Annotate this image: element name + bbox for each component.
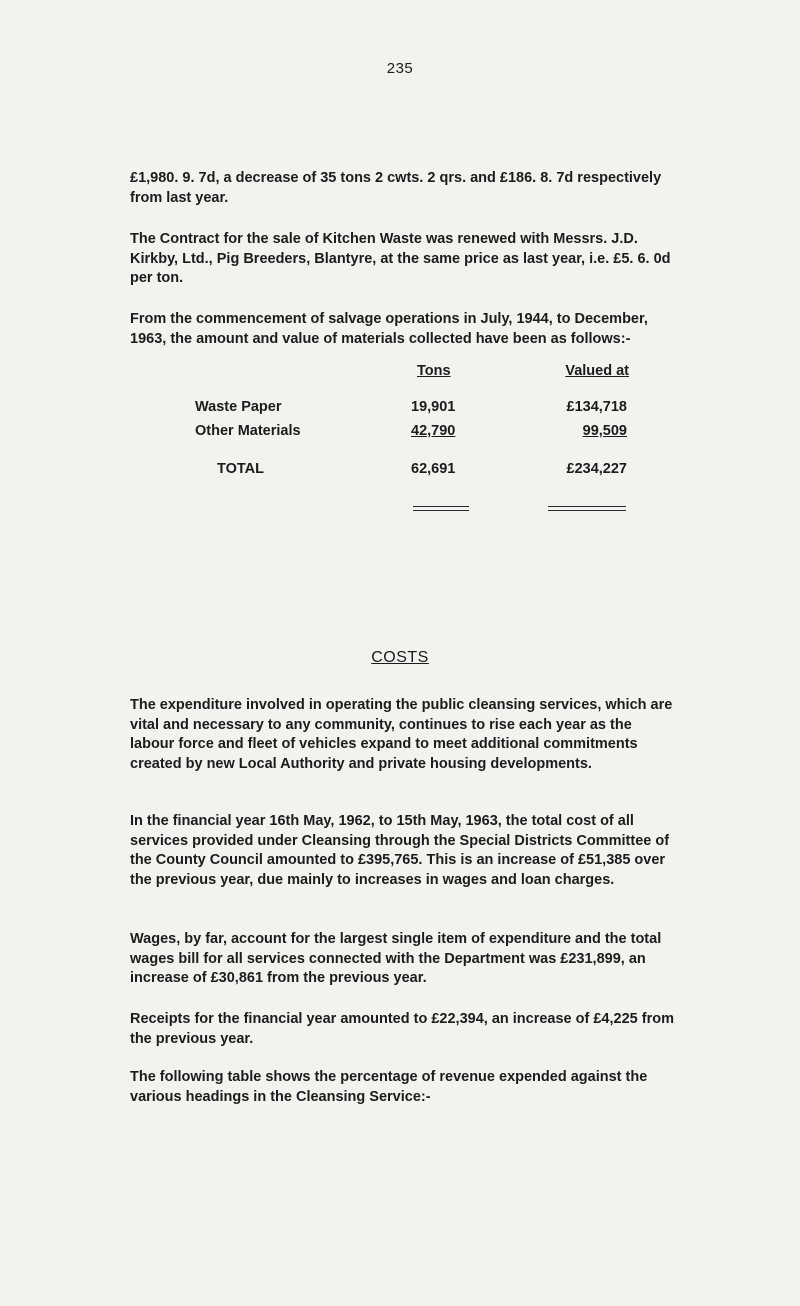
row-tons: 19,901: [411, 399, 456, 415]
row-label: Waste Paper: [195, 399, 282, 415]
table-header-row: [195, 363, 655, 387]
paragraph-salvage-intro: From the commencement of salvage operations in July, 1944, to December, 1963, the amount and value of materials collected have been as follows:-: [130, 311, 648, 347]
column-header-tons: Tons: [417, 363, 451, 379]
table-total-row: [195, 461, 655, 485]
total-value: £234,227: [566, 461, 627, 477]
total-label: TOTAL: [217, 461, 264, 477]
row-value: £134,718: [566, 399, 627, 415]
paragraph-receipts: Receipts for the financial year amounted to £22,394, an increase of £4,225 from the previous year.: [130, 1011, 674, 1047]
total-value-double-rule: [548, 506, 626, 511]
paragraph-financial-year-cost: In the financial year 16th May, 1962, to 15th May, 1963, the total cost of all services provided under Cleansing through the Special Districts Committee of the County Council amounted to £395,765. This is an increase of £51,385 over the previous year, due mainly to increases in wages and loan charges.: [130, 813, 670, 888]
section-heading-costs: COSTS: [371, 649, 429, 666]
table-row: [195, 399, 655, 423]
paragraph-revenue-table-intro: The following table shows the percentage of revenue expended against the various headings in the Cleansing Service:-: [130, 1069, 648, 1105]
row-value: 99,509: [582, 423, 627, 439]
page-number: 235: [386, 60, 414, 77]
total-tons: 62,691: [411, 461, 456, 477]
salvage-summary-table: [195, 333, 655, 485]
row-label: Other Materials: [195, 423, 301, 439]
row-tons: 42,790: [411, 423, 456, 439]
total-tons-double-rule: [413, 506, 469, 511]
paragraph-kitchen-waste-figures: £1,980. 9. 7d, a decrease of 35 tons 2 cwts. 2 qrs. and £186. 8. 7d respectively from last year.: [130, 170, 662, 206]
paragraph-expenditure: The expenditure involved in operating the public cleansing services, which are vital and necessary to any community, continues to rise each year as the labour force and fleet of vehicles expand to meet additional commitments created by new Local Authority and private housing developments.: [130, 697, 673, 772]
paragraph-kitchen-waste-contract: The Contract for the sale of Kitchen Waste was renewed with Messrs. J.D. Kirkby, Ltd., Pig Breeders, Blantyre, at the same price as last year, i.e. £5. 6. 0d per ton.: [130, 231, 671, 286]
paragraph-wages: Wages, by far, account for the largest single item of expenditure and the total wages bill for all services connected with the Department was £231,899, an increase of £30,861 from the previous year.: [130, 931, 662, 986]
column-header-valued-at: Valued at: [565, 363, 629, 379]
table-row: [195, 423, 655, 447]
